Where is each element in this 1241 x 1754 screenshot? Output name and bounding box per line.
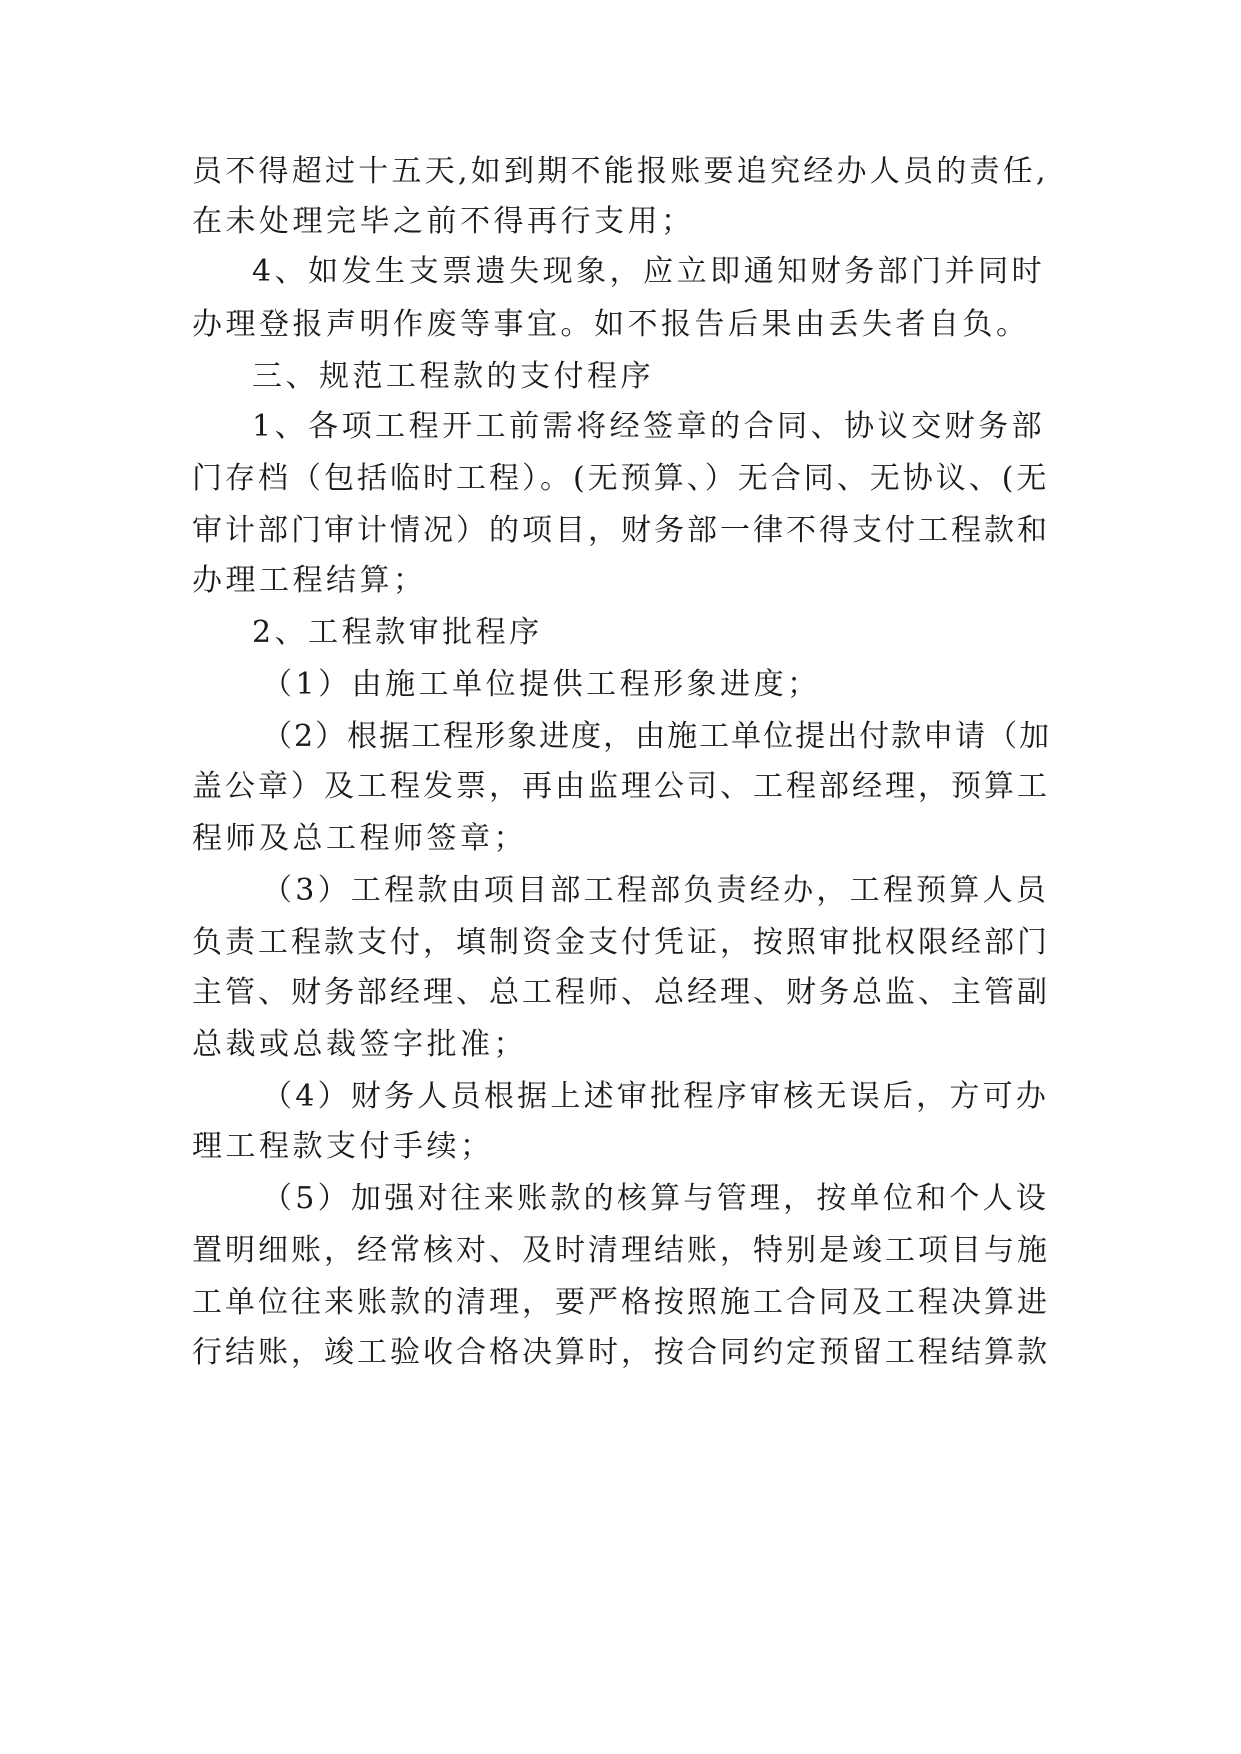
text-line-20: 理工程款支付手续； bbox=[192, 1129, 494, 1164]
text-line-13: 盖公章）及工程发票，再由监理公司、工程部经理，预算工 bbox=[192, 769, 1050, 804]
text-line-15: （3）工程款由项目部工程部负责经办，工程预算人员 bbox=[262, 873, 1050, 908]
text-line-21: （5）加强对往来账款的核算与管理，按单位和个人设 bbox=[262, 1181, 1050, 1216]
section-heading: 三、规范工程款的支付程序 bbox=[252, 359, 654, 394]
text-line-12: （2）根据工程形象进度，由施工单位提出付款申请（加 bbox=[262, 719, 1052, 754]
text-line-16: 负责工程款支付，填制资金支付凭证，按照审批权限经部门 bbox=[192, 925, 1050, 960]
text-line-18: 总裁或总裁签字批准； bbox=[192, 1027, 527, 1062]
text-line-7: 门存档（包括临时工程）。(无预算、）无合同、无协议、(无 bbox=[192, 461, 1050, 496]
text-line-2: 在未处理完毕之前不得再行支用； bbox=[192, 204, 695, 239]
text-line-8: 审计部门审计情况）的项目，财务部一律不得支付工程款和 bbox=[192, 513, 1050, 548]
text-line-23: 工单位往来账款的清理，要严格按照施工合同及工程决算进 bbox=[192, 1285, 1050, 1320]
text-line-11: （1）由施工单位提供工程形象进度； bbox=[262, 667, 821, 702]
text-line-17: 主管、财务部经理、总工程师、总经理、财务总监、主管副 bbox=[192, 975, 1050, 1010]
text-line-1: 员不得超过十五天,如到期不能报账要追究经办人员的责任, bbox=[192, 154, 1049, 189]
text-line-10: 2、工程款审批程序 bbox=[252, 615, 543, 650]
text-line-4: 办理登报声明作废等事宜。如不报告后果由丢失者自负。 bbox=[192, 307, 1030, 342]
text-line-19: （4）财务人员根据上述审批程序审核无误后，方可办 bbox=[262, 1079, 1050, 1114]
text-line-14: 程师及总工程师签章； bbox=[192, 821, 527, 856]
text-line-22: 置明细账，经常核对、及时清理结账，特别是竣工项目与施 bbox=[192, 1233, 1050, 1268]
text-line-6: 1、各项工程开工前需将经签章的合同、协议交财务部 bbox=[252, 409, 1046, 444]
text-line-24: 行结账，竣工验收合格决算时，按合同约定预留工程结算款 bbox=[192, 1335, 1050, 1370]
text-line-3: 4、如发生支票遗失现象，应立即通知财务部门并同时 bbox=[252, 254, 1046, 289]
text-line-9: 办理工程结算； bbox=[192, 563, 427, 598]
